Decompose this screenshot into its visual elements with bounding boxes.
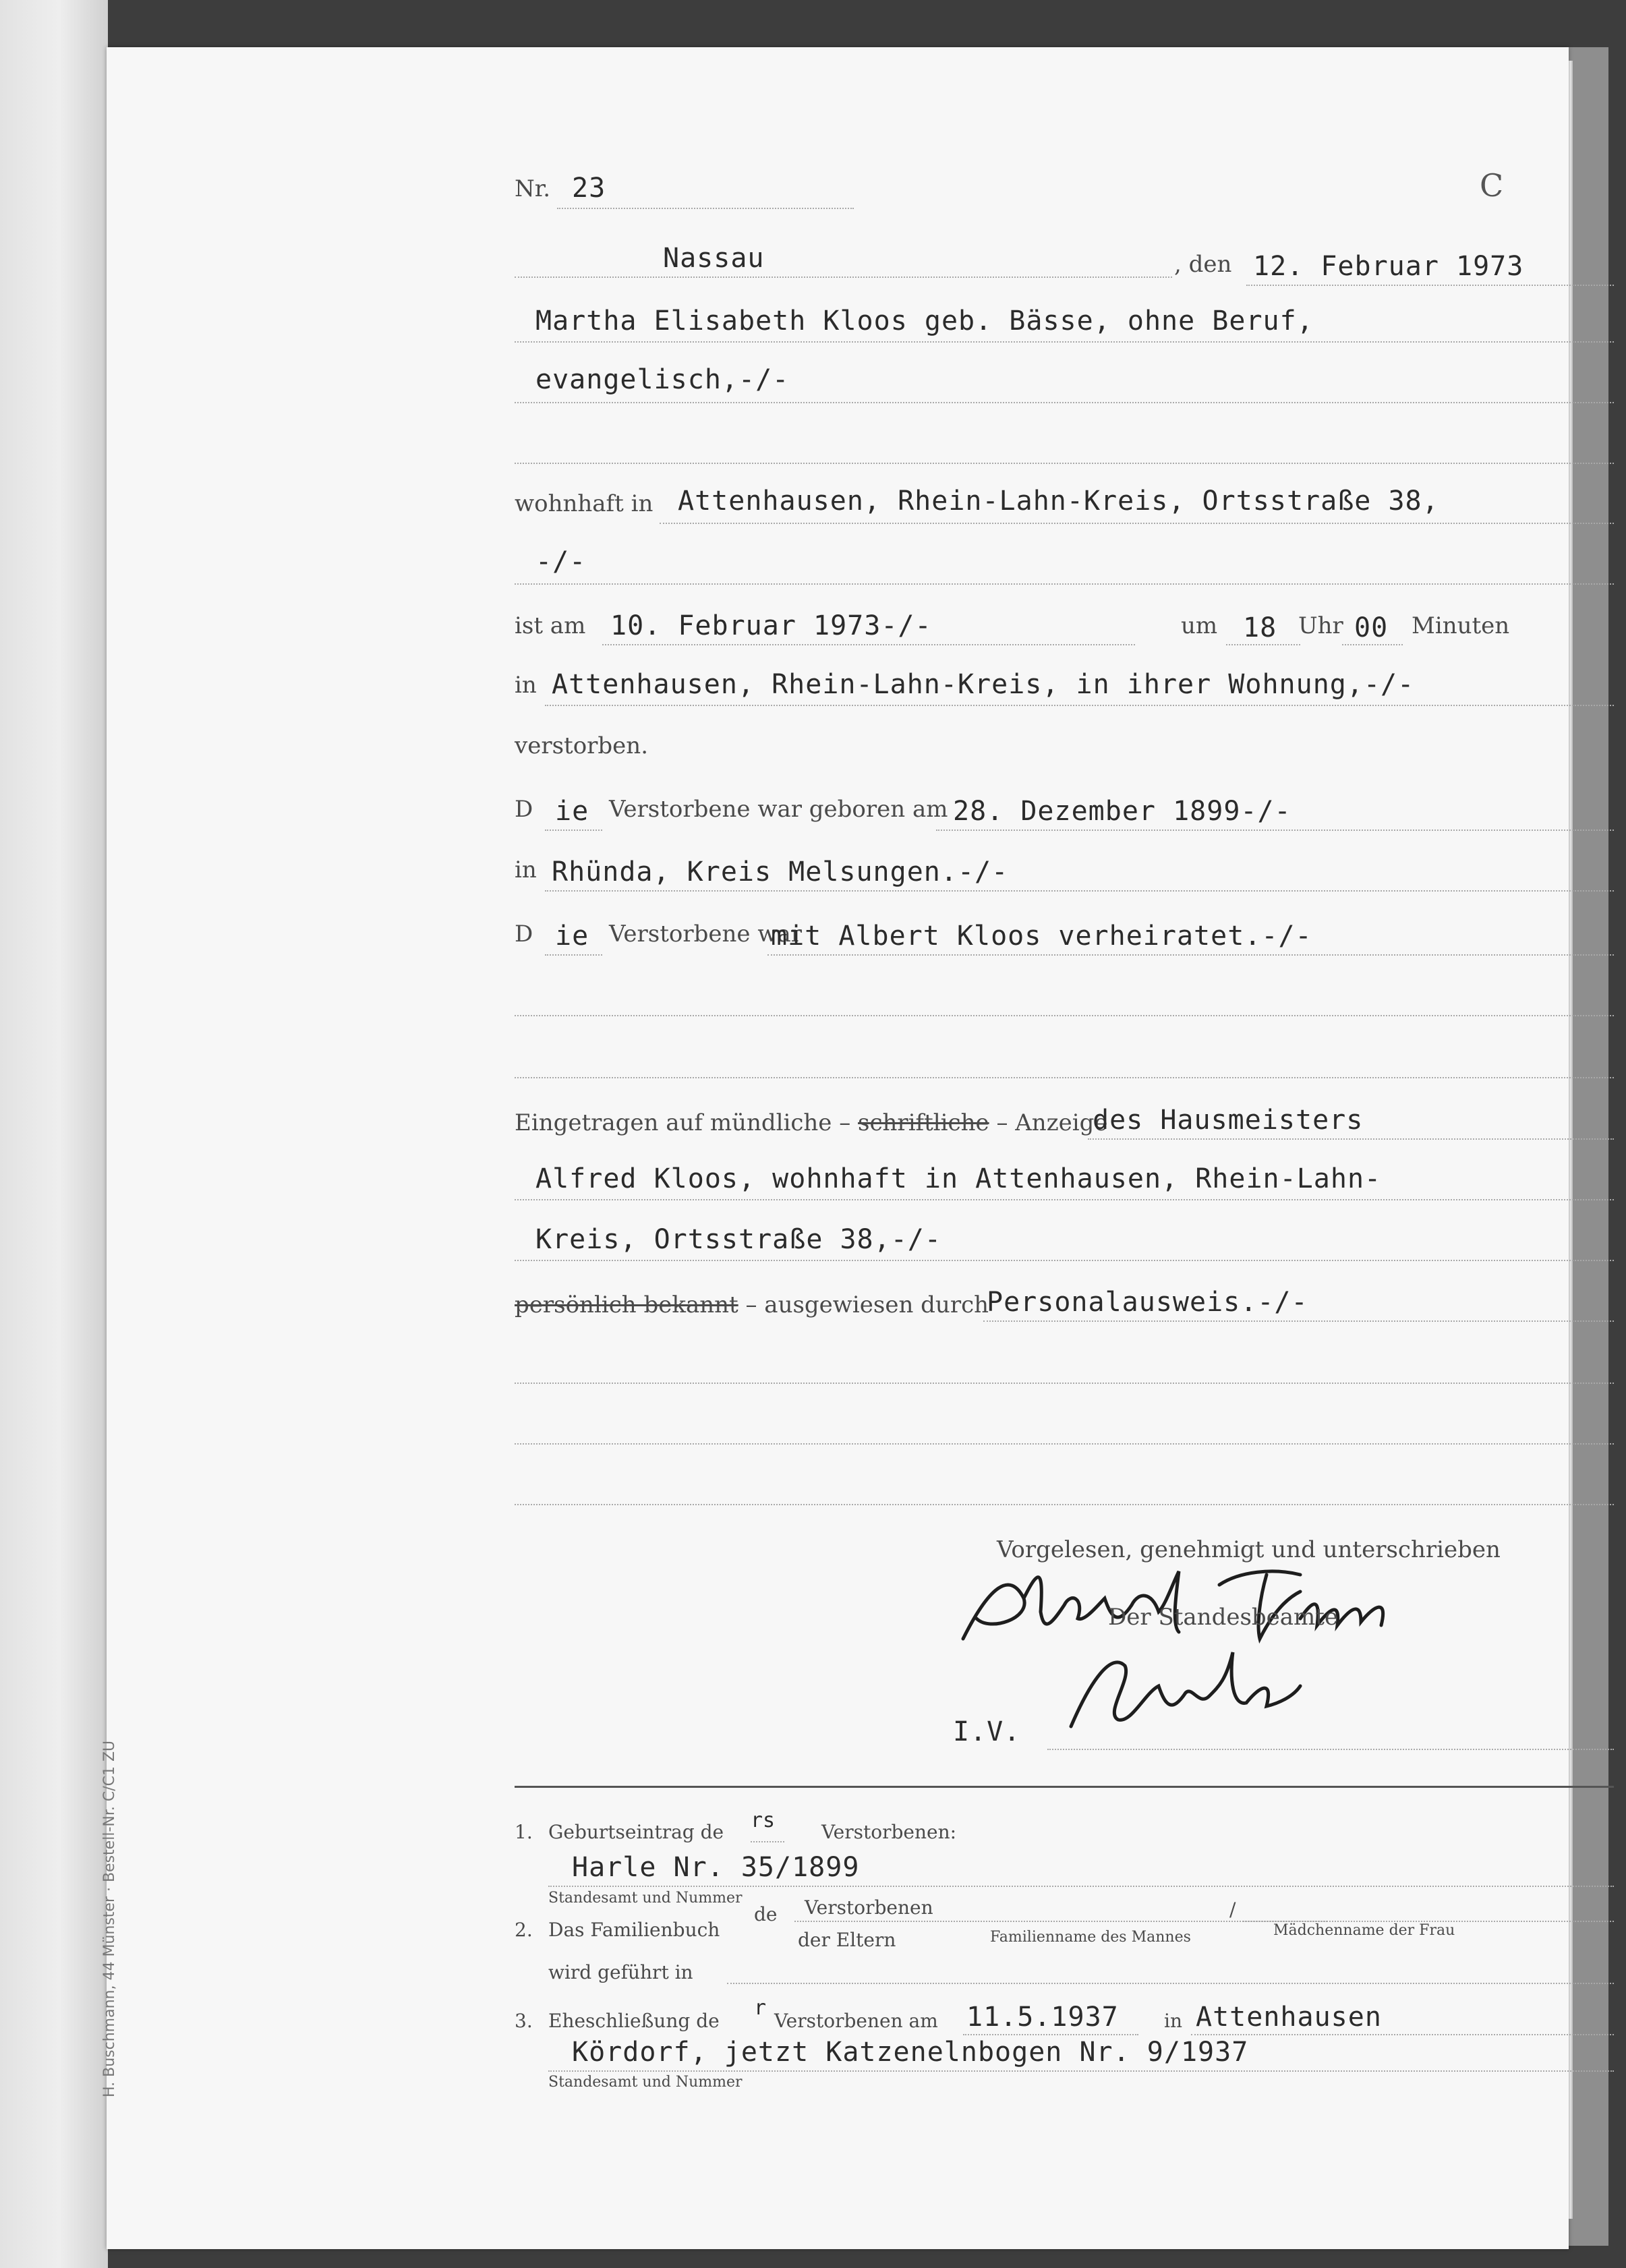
person-line-3-rule xyxy=(515,463,1614,464)
marriage-text: mit Albert Kloos verheiratet.-/- xyxy=(771,921,1312,952)
blank-rule-4 xyxy=(515,1443,1614,1445)
item3-number: 3. xyxy=(515,2010,533,2032)
birth-label: Verstorbene war geboren am xyxy=(609,796,948,823)
identification-line xyxy=(983,1320,1614,1322)
item2-option-deceased: Verstorbenen xyxy=(805,1896,933,1919)
birth-date-line xyxy=(936,830,1614,831)
item1-sublabel: Standesamt und Nummer xyxy=(548,1890,743,1907)
minuten-label: Minuten xyxy=(1412,612,1510,639)
death-place: Attenhausen, Rhein-Lahn-Kreis, in ihrer Wohnung,-/- xyxy=(552,669,1415,700)
item1-label-2: Verstorbenen: xyxy=(821,1821,957,1843)
left-facing-page xyxy=(0,0,108,2268)
death-hour: 18 xyxy=(1243,612,1277,643)
birth-in-label: in xyxy=(515,856,537,883)
item2-label: Das Familienbuch xyxy=(548,1919,720,1941)
marriage-date: 11.5.1937 xyxy=(966,2002,1119,2033)
person-line-1: Martha Elisabeth Kloos geb. Bässe, ohne Beruf, xyxy=(535,306,1314,337)
person-line-2: evangelisch,-/- xyxy=(535,364,790,395)
registration-label: Eingetragen auf mündliche – schriftliche – Anzeige xyxy=(515,1109,1108,1136)
minute-line xyxy=(1342,644,1403,645)
item2-label-2: wird geführt in xyxy=(548,1961,693,1983)
place-line xyxy=(515,277,1172,278)
item2-de: de xyxy=(754,1903,778,1925)
hour-line xyxy=(1226,644,1300,645)
den-label: , den xyxy=(1174,251,1232,278)
death-date: 10. Februar 1973-/- xyxy=(610,610,932,641)
death-place-line xyxy=(545,705,1614,706)
item2-number: 2. xyxy=(515,1919,533,1941)
nr-label: Nr. xyxy=(515,175,551,202)
residence-line-1-rule xyxy=(660,523,1614,524)
death-in-label: in xyxy=(515,672,537,699)
informant-line-1-rule xyxy=(1088,1138,1614,1140)
blank-rule-2 xyxy=(515,1077,1614,1078)
item1-value-line xyxy=(548,1886,1614,1887)
item2-husband-caption: Familienname des Mannes xyxy=(990,1929,1191,1946)
item1-suffix-line xyxy=(751,1841,784,1842)
nr-line xyxy=(557,208,854,209)
blank-rule-1 xyxy=(515,1015,1614,1016)
form-letter: C xyxy=(1480,167,1504,204)
informant-line-2-rule xyxy=(515,1199,1614,1200)
birth-d-suffix: ie xyxy=(555,796,589,827)
birth-d-line xyxy=(545,830,602,831)
identification-label: persönlich bekannt – ausgewiesen durch xyxy=(515,1291,989,1318)
birth-place: Rhünda, Kreis Melsungen.-/- xyxy=(552,856,1009,888)
footer-rule xyxy=(515,1786,1614,1788)
item3-sublabel: Standesamt und Nummer xyxy=(548,2074,743,2091)
blank-rule-3 xyxy=(515,1383,1614,1384)
person-line-1-rule xyxy=(515,341,1614,343)
item2-wife-caption: Mädchenname der Frau xyxy=(1273,1922,1455,1939)
item2-place-line xyxy=(727,1983,1614,1984)
item2-option-parents: der Eltern xyxy=(798,1929,896,1951)
informant-line-2: Alfred Kloos, wohnhaft in Attenhausen, Rhein-Lahn- xyxy=(535,1163,1382,1194)
death-minute: 00 xyxy=(1354,612,1389,643)
birth-date: 28. Dezember 1899-/- xyxy=(953,796,1291,827)
death-register-page xyxy=(101,47,1569,2249)
item1-label: Geburtseintrag de xyxy=(548,1821,724,1843)
item3-label: Eheschließung de xyxy=(548,2010,720,2032)
residence-line-2: -/- xyxy=(535,546,587,577)
identification-value: Personalausweis.-/- xyxy=(987,1287,1308,1318)
registration-date: 12. Februar 1973 xyxy=(1253,251,1524,282)
informant-line-3: Kreis, Ortsstraße 38,-/- xyxy=(535,1224,941,1255)
item3-place-line xyxy=(1191,2034,1614,2035)
blank-rule-5 xyxy=(515,1504,1614,1505)
marriage-d-suffix: ie xyxy=(555,921,589,952)
uhr-label: Uhr xyxy=(1298,612,1343,639)
nr-value: 23 xyxy=(572,173,606,204)
birth-entry-value: Harle Nr. 35/1899 xyxy=(572,1852,860,1883)
informant-line-3-rule xyxy=(515,1260,1614,1261)
item1-number: 1. xyxy=(515,1821,533,1843)
item2-slash: / xyxy=(1229,1898,1236,1921)
item3-in-label: in xyxy=(1164,2010,1182,2032)
marriage-d-label: D xyxy=(515,921,533,948)
um-label: um xyxy=(1181,612,1218,639)
death-date-line xyxy=(602,644,1135,645)
printer-note: H. Buschmann, 44 Münster · Bestell-Nr. C/C1 ZU xyxy=(101,1740,118,2097)
death-label: ist am xyxy=(515,612,586,639)
residence-label: wohnhaft in xyxy=(515,490,654,517)
item3-label-2: Verstorbenen am xyxy=(774,2010,938,2032)
residence-line-1: Attenhausen, Rhein-Lahn-Kreis, Ortsstraße 38, xyxy=(678,486,1439,517)
place: Nassau xyxy=(663,243,765,274)
birth-d-label: D xyxy=(515,796,533,823)
iv-label: I.V. xyxy=(953,1716,1021,1747)
marriage-line xyxy=(767,954,1614,956)
date-line xyxy=(1246,285,1614,286)
item1-suffix: rs xyxy=(751,1809,776,1832)
registrar-line xyxy=(1047,1749,1614,1750)
marriage-registry: Kördorf, jetzt Katzenelnbogen Nr. 9/1937 xyxy=(572,2037,1249,2068)
registrar-label: Der Standesbeamte xyxy=(1108,1604,1339,1631)
marriage-d-line xyxy=(545,954,602,956)
read-approved-label: Vorgelesen, genehmigt und unterschrieben xyxy=(997,1536,1501,1563)
marriage-label: Verstorbene war xyxy=(609,921,802,948)
marriage-place: Attenhausen xyxy=(1196,2002,1382,2033)
residence-line-2-rule xyxy=(515,583,1614,585)
birth-place-line xyxy=(545,890,1614,892)
verstorben-label: verstorben. xyxy=(515,732,649,759)
item3-suffix: r xyxy=(754,1996,767,2020)
item3-date-line xyxy=(963,2034,1138,2035)
person-line-2-rule xyxy=(515,402,1614,403)
item3-registry-line xyxy=(548,2070,1614,2072)
registrar-signature xyxy=(1064,1639,1307,1740)
informant-line-1: des Hausmeisters xyxy=(1093,1105,1364,1136)
page-stack-shadow xyxy=(1568,47,1608,2246)
